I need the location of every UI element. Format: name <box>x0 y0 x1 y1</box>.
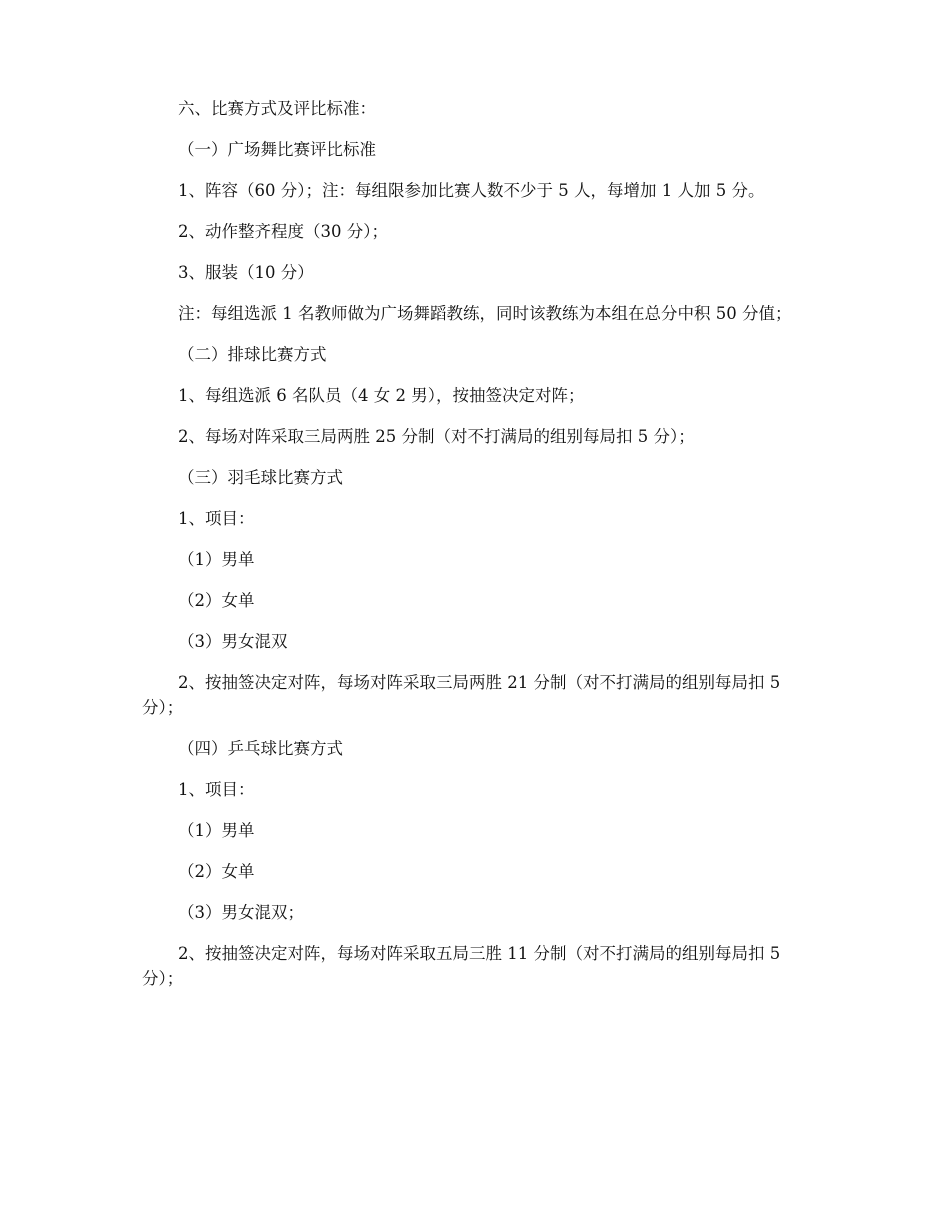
subsection-heading-volleyball: （二）排球比赛方式 <box>178 345 327 364</box>
dance-criterion-costume: 3、服装（10 分） <box>178 263 314 282</box>
table-tennis-events-label: 1、项目： <box>178 780 255 799</box>
dance-note: 注：每组选派 1 名教师做为广场舞蹈教练，同时该教练为本组在总分中积 50 分值； <box>178 304 792 323</box>
subsection-heading-badminton: （三）羽毛球比赛方式 <box>178 468 343 487</box>
badminton-events-label: 1、项目： <box>178 509 255 528</box>
dance-criterion-lineup: 1、阵容（60 分）；注：每组限参加比赛人数不少于 5 人，每增加 1 人加 5 分。 <box>178 181 765 200</box>
table-tennis-event-womens-singles: （2）女单 <box>178 862 255 881</box>
section-heading: 六、比赛方式及评比标准： <box>178 99 376 118</box>
volleyball-rule-1: 1、每组选派 6 名队员（4 女 2 男），按抽签决定对阵； <box>178 386 585 405</box>
dance-criterion-synchronization: 2、动作整齐程度（30 分）； <box>178 222 388 241</box>
badminton-event-womens-singles: （2）女单 <box>178 591 255 610</box>
table-tennis-event-mens-singles: （1）男单 <box>178 821 255 840</box>
document-page <box>142 96 814 1007</box>
volleyball-rule-2: 2、每场对阵采取三局两胜 25 分制（对不打满局的组别每局扣 5 分）； <box>178 427 695 446</box>
badminton-event-mixed-doubles: （3）男女混双 <box>178 632 288 651</box>
subsection-heading-dance: （一）广场舞比赛评比标准 <box>178 140 376 159</box>
badminton-rule: 2、按抽签决定对阵，每场对阵采取三局两胜 21 分制（对不打满局的组别每局扣 5 分）； <box>142 673 781 717</box>
badminton-event-mens-singles: （1）男单 <box>178 550 255 569</box>
table-tennis-event-mixed-doubles: （3）男女混双； <box>178 903 304 922</box>
table-tennis-rule: 2、按抽签决定对阵，每场对阵采取五局三胜 11 分制（对不打满局的组别每局扣 5 分）； <box>142 944 781 988</box>
subsection-heading-table-tennis: （四）乒乓球比赛方式 <box>178 739 343 758</box>
